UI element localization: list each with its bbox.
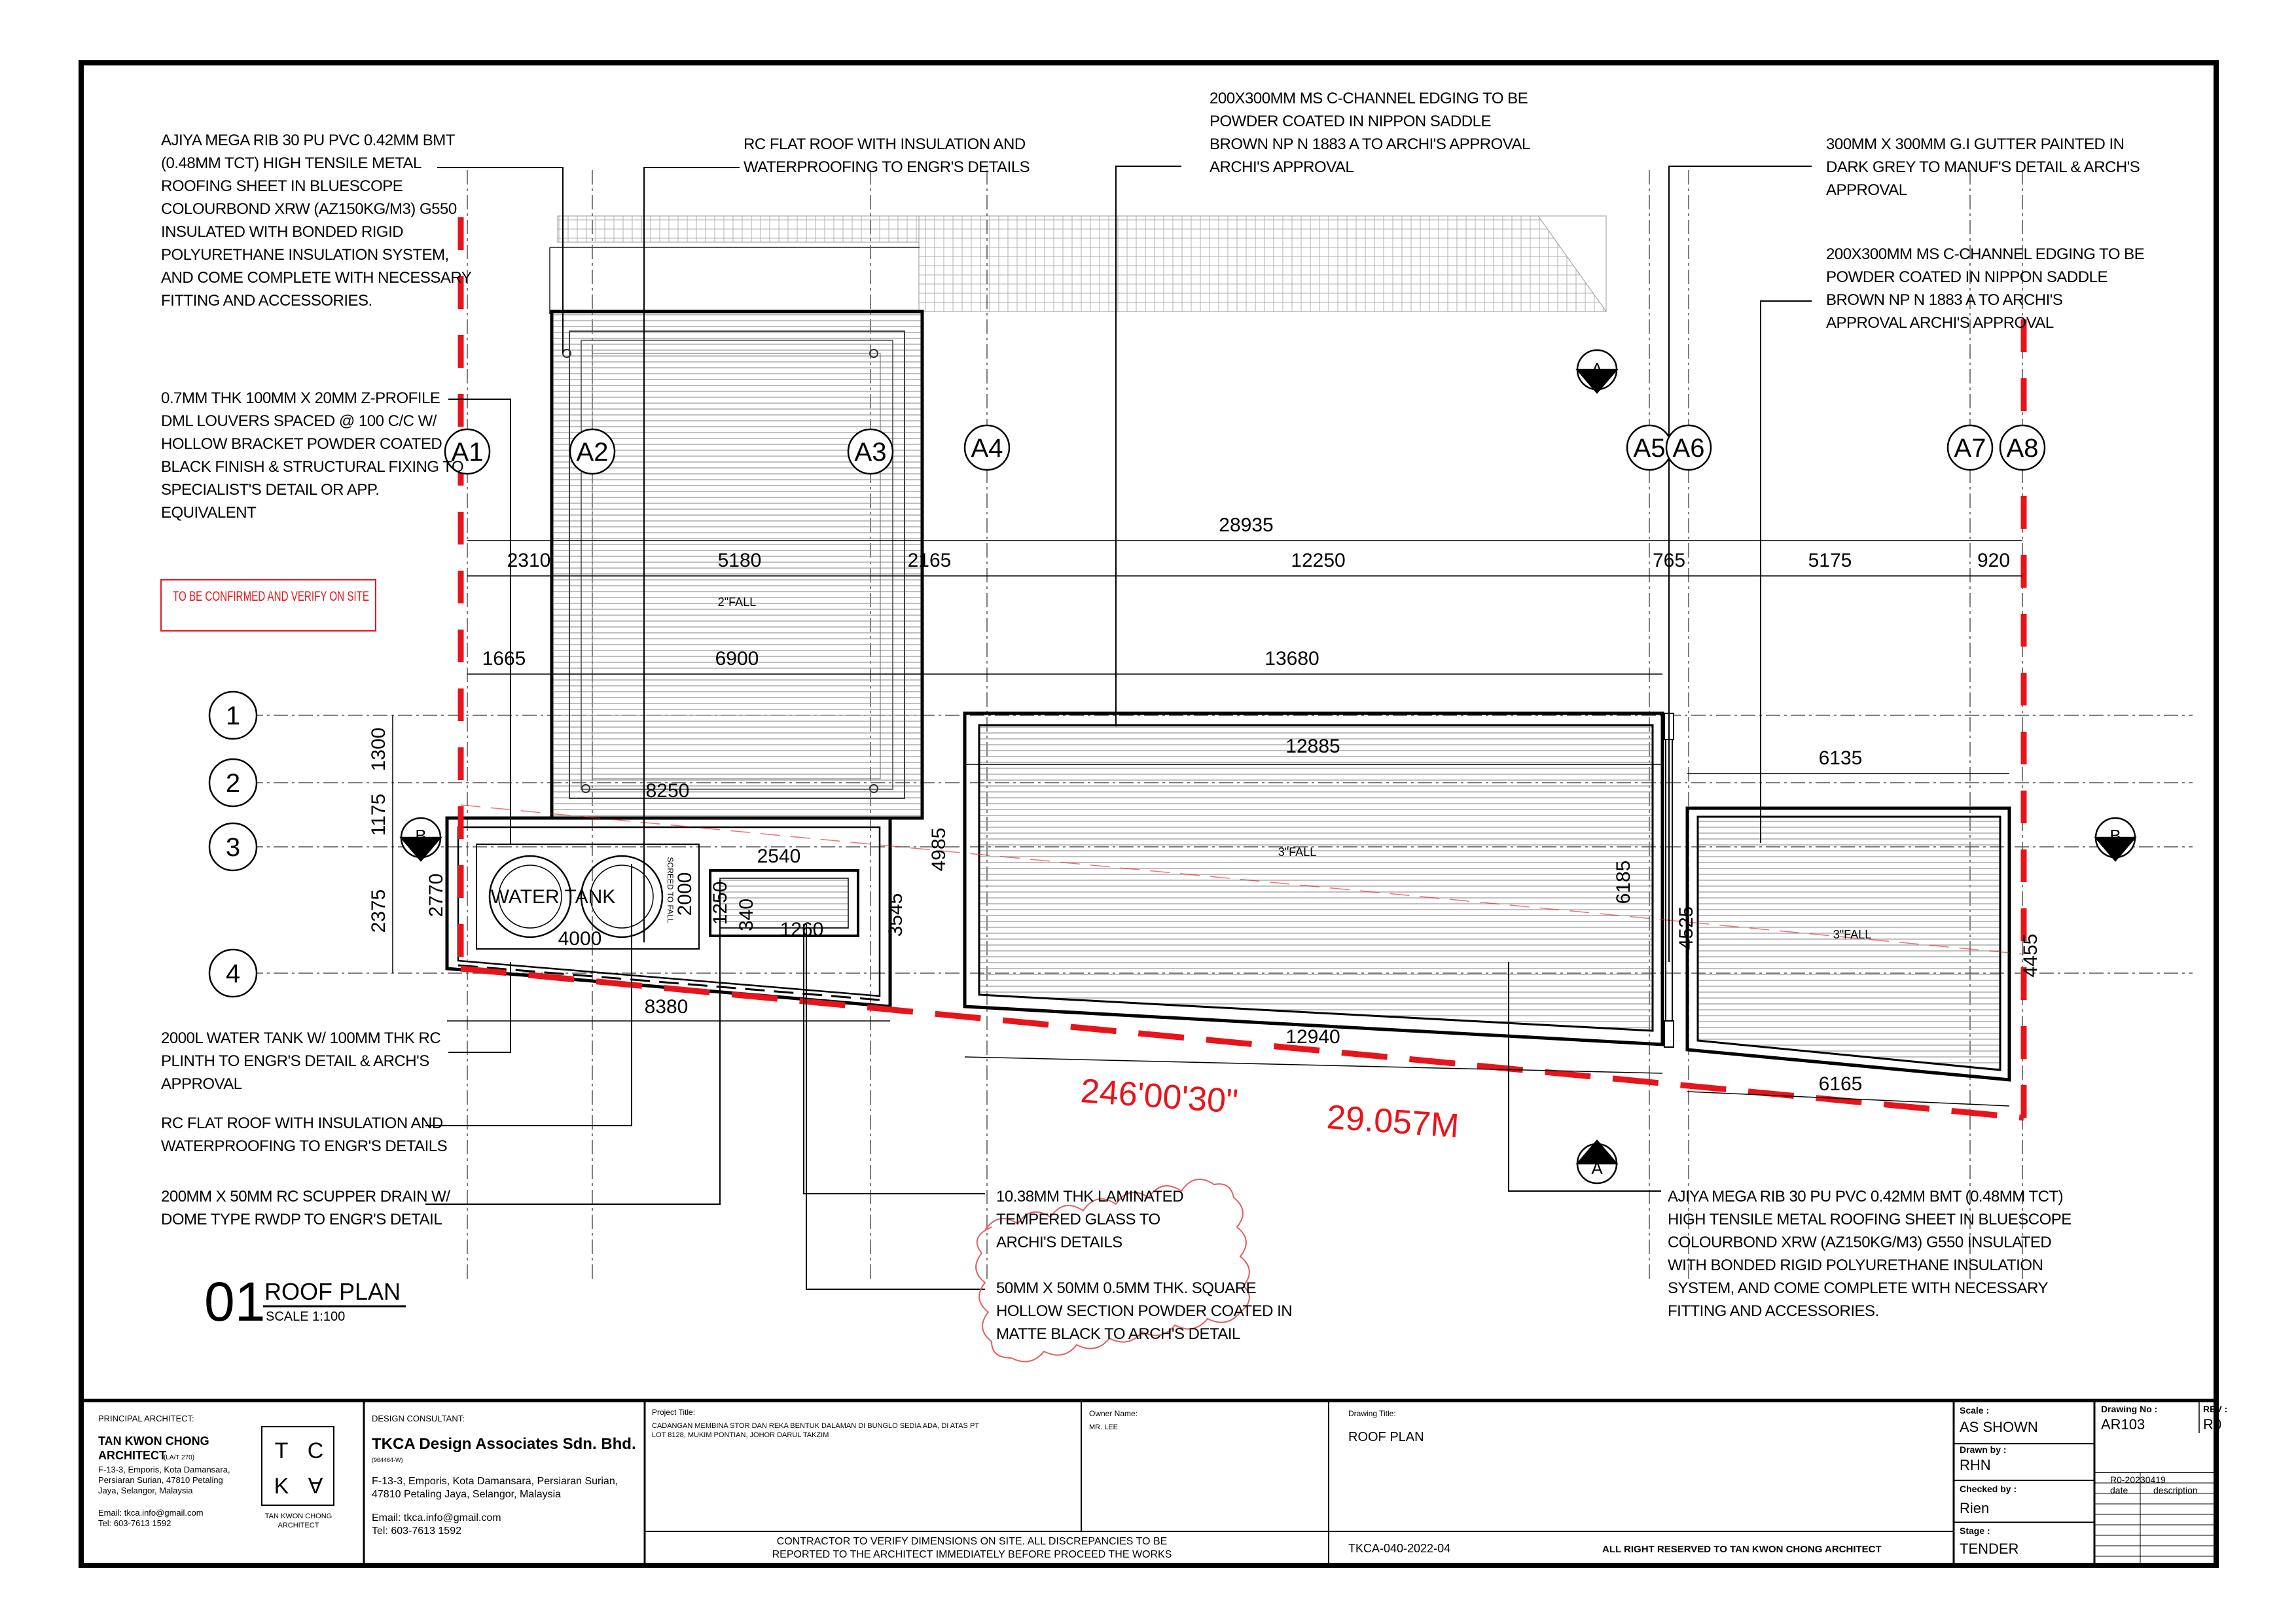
boundary-bearing: 246'00'30" <box>1079 1072 1240 1121</box>
dim-1260: 1260 <box>780 919 824 940</box>
project-label: Project Title: <box>652 1408 696 1417</box>
dim-2375: 2375 <box>368 889 389 933</box>
grid-label-a2: A2 <box>576 438 609 467</box>
consultant-email: Email: tkca.info@gmail.com <box>372 1512 501 1524</box>
grid-label-1: 1 <box>225 702 241 730</box>
revision-description-header: description <box>2153 1485 2198 1495</box>
confirm-note-line: TO BE CONFIRMED AND VERIFY ON SITE <box>173 589 369 604</box>
dim-12250: 12250 <box>1291 550 1346 571</box>
note-ajiya-right: AJIYA MEGA RIB 30 PU PVC 0.42MM BMT (0.48MM TCT) HIGH TENSILE METAL ROOFING SHEET IN BLUESCOPE COLOURBOND XRW (AZ150KG/M3) G550 INSULATED WITH BONDED RIGID POLYURETHANE INSULATION SYSTEM, AND COME COMPLETE WITH NECESSARY FITTING AND ACCESSORIES. <box>1668 1188 2072 1320</box>
grid-label-2: 2 <box>225 769 241 798</box>
principal-tel: Tel: 603-7613 1592 <box>98 1518 171 1528</box>
drawing-title: ROOF PLAN <box>264 1278 401 1305</box>
existing-roof <box>550 216 1606 314</box>
grid-label-a5: A5 <box>1633 434 1666 463</box>
dim-2165: 2165 <box>907 550 952 571</box>
right-metal-roof <box>1687 808 2009 1080</box>
rev-label: REV : <box>2203 1404 2228 1414</box>
section-label-a-top: A <box>1591 359 1603 379</box>
consultant-name: TKCA Design Associates Sdn. Bhd. <box>372 1435 636 1453</box>
consultant-reg: (964464-W) <box>372 1457 403 1463</box>
fall-label-middle: 3"FALL <box>1278 846 1317 859</box>
dim-total: 28935 <box>1219 514 1274 536</box>
revision-entry: R0-20230419 <box>2110 1474 2166 1485</box>
drawn-value: RHN <box>1960 1457 1991 1473</box>
stage-value: TENDER <box>1960 1541 2019 1557</box>
dim-4525: 4525 <box>1676 906 1697 950</box>
stage-label: Stage : <box>1960 1525 1990 1536</box>
contractor-note-2: REPORTED TO THE ARCHITECT IMMEDIATELY BEFORE PROCEED THE WORKS <box>772 1549 1172 1560</box>
boundary-length: 29.057M <box>1325 1098 1461 1146</box>
dim-2770: 2770 <box>425 873 447 918</box>
contractor-note-1: CONTRACTOR TO VERIFY DIMENSIONS ON SITE. ALL DISCREPANCIES TO BE <box>776 1536 1168 1547</box>
dim-1300: 1300 <box>368 727 389 772</box>
principal-address: F-13-3, Emporis, Kota Damansara, Persiaran Surian, 47810 Petaling Jaya, Selangor, Malaysia <box>98 1465 230 1495</box>
grid-label-a7: A7 <box>1954 434 1986 463</box>
dim-3545: 3545 <box>885 893 906 937</box>
note-louvers: 0.7MM THK 100MM X 20MM Z-PROFILE DML LOUVERS SPACED @ 100 C/C W/ HOLLOW BRACKET POWDER COATED BLACK FINISH & STRUCTURAL FIXING TO SPECIALIST'S DETAIL OR APP. EQUIVALENT <box>161 389 464 522</box>
dim-920: 920 <box>1977 550 2011 571</box>
note-c-channel-middle: 200X300MM MS C-CHANNEL EDGING TO BE POWDER COATED IN NIPPON SADDLE BROWN NP N 1883 A TO ARCHI'S APPROVAL ARCHI'S APPROVAL <box>1210 90 1530 176</box>
note-rc-flat-roof-bottom: RC FLAT ROOF WITH INSULATION AND WATERPROOFING TO ENGR'S DETAILS <box>161 1115 448 1155</box>
dim-2000: 2000 <box>674 872 696 916</box>
rights-reserved: ALL RIGHT RESERVED TO TAN KWON CHONG ARCHITECT <box>1602 1544 1882 1555</box>
owner-name: MR. LEE <box>1089 1423 1119 1431</box>
dim-5180: 5180 <box>717 550 762 571</box>
drawing-no-value: AR103 <box>2101 1416 2145 1433</box>
dim-4455: 4455 <box>2020 933 2041 978</box>
dim-8380: 8380 <box>644 996 689 1018</box>
logo-caption-1: TAN KWON CHONG <box>264 1512 332 1520</box>
dim-6900: 6900 <box>715 648 759 669</box>
consultant-address: F-13-3, Emporis, Kota Damansara, Persiaran Surian, 47810 Petaling Jaya, Selangor, Malaysia <box>372 1476 619 1500</box>
revision-date-header: date <box>2110 1485 2128 1495</box>
grid-label-a3: A3 <box>854 438 887 467</box>
rev-value: R0 <box>2203 1416 2222 1433</box>
scale-value: AS SHOWN <box>1960 1419 2038 1435</box>
dim-6135: 6135 <box>1818 747 1863 769</box>
dim-1250: 1250 <box>709 881 731 925</box>
dim-340: 340 <box>736 898 757 932</box>
checked-value: Rien <box>1960 1500 1990 1516</box>
consultant-label: DESIGN CONSULTANT: <box>372 1414 465 1423</box>
consultant-tel: Tel: 603-7613 1592 <box>372 1525 461 1537</box>
logo-letter-a: A <box>308 1472 323 1497</box>
grid-label-3: 3 <box>225 833 241 862</box>
fall-label-upper: 2"FALL <box>717 596 757 609</box>
principal-reg: (LA/T 270) <box>164 1454 195 1461</box>
grid-label-a1: A1 <box>451 438 484 467</box>
dim-6165: 6165 <box>1818 1073 1863 1095</box>
principal-email: Email: tkca.info@gmail.com <box>98 1508 204 1518</box>
dim-2310: 2310 <box>507 550 551 571</box>
dim-1665: 1665 <box>482 648 526 669</box>
dim-8250: 8250 <box>645 780 690 802</box>
section-label-b-right: B <box>2109 826 2121 846</box>
dim-12940: 12940 <box>1285 1026 1340 1048</box>
dim-12885: 12885 <box>1285 736 1340 757</box>
dim-4985: 4985 <box>928 827 950 872</box>
dim-1175: 1175 <box>368 793 389 836</box>
note-hollow-section: 50MM X 50MM 0.5MM THK. SQUARE HOLLOW SECTION POWDER COATED IN MATTE BLACK TO ARCH'S DETAIL <box>996 1279 1293 1343</box>
drawing-number: 01 <box>204 1271 266 1332</box>
dim-6185: 6185 <box>1613 860 1634 904</box>
dim-5175: 5175 <box>1808 550 1852 571</box>
dim-765: 765 <box>1652 550 1686 571</box>
drawing-scale: SCALE 1:100 <box>266 1310 346 1324</box>
project-title: CADANGAN MEMBINA STOR DAN REKA BENTUK DALAMAN DI BUNGLO SEDIA ADA, DI ATAS PT LOT 8128, MUKIM PONTIAN, JOHOR DARUL TAKZIM <box>652 1422 979 1439</box>
logo-letter-k: K <box>274 1474 289 1499</box>
note-rc-flat-roof-top: RC FLAT ROOF WITH INSULATION AND WATERPROOFING TO ENGR'S DETAILS <box>744 135 1030 176</box>
drawing-title-label: Drawing Title: <box>1348 1409 1396 1418</box>
principal-label: PRINCIPAL ARCHITECT: <box>98 1414 194 1423</box>
confirm-note-box <box>161 580 376 631</box>
screed-label: SCREED TO FALL <box>666 857 675 923</box>
logo-caption-2: ARCHITECT <box>278 1522 319 1529</box>
grid-label-4: 4 <box>225 959 241 988</box>
fall-label-right: 3"FALL <box>1833 928 1872 941</box>
grid-label-a4: A4 <box>971 434 1003 463</box>
grid-label-a8: A8 <box>2006 434 2039 463</box>
note-ajiya-left: AJIYA MEGA RIB 30 PU PVC 0.42MM BMT (0.48MM TCT) HIGH TENSILE METAL ROOFING SHEET IN BLUESCOPE COLOURBOND XRW (AZ150KG/M3) G550 INSULATED WITH BONDED RIGID POLYURETHANE INSULATION SYSTEM, AND COME COMPLETE WITH NECESSARY FITTING AND ACCESSORIES. <box>161 132 471 310</box>
principal-name1: TAN KWON CHONG <box>98 1435 209 1448</box>
note-laminated-glass: 10.38MM THK LAMINATED TEMPERED GLASS TO ARCHI'S DETAILS <box>996 1188 1184 1251</box>
owner-label: Owner Name: <box>1089 1409 1138 1418</box>
water-tank-label: WATER TANK <box>490 886 616 908</box>
dim-2540: 2540 <box>757 846 801 867</box>
job-number: TKCA-040-2022-04 <box>1348 1542 1451 1555</box>
note-water-tank: 2000L WATER TANK W/ 100MM THK RC PLINTH TO ENGR'S DETAIL & ARCH'S APPROVAL <box>161 1029 441 1093</box>
logo-letter-c: C <box>307 1438 324 1463</box>
dim-13680: 13680 <box>1265 648 1319 669</box>
section-label-b-left: B <box>415 826 427 846</box>
dim-4000: 4000 <box>558 928 602 950</box>
section-label-a-bottom: A <box>1591 1158 1603 1178</box>
note-scupper-drain: 200MM X 50MM RC SCUPPER DRAIN W/ DOME TYPE RWDP TO ENGR'S DETAIL <box>161 1188 450 1228</box>
note-c-channel-right: 200X300MM MS C-CHANNEL EDGING TO BE POWDER COATED IN NIPPON SADDLE BROWN NP N 1883 A TO ARCHI'S APPROVAL ARCHI'S APPROVAL <box>1826 245 2145 332</box>
principal-name2: ARCHITECT <box>98 1449 166 1462</box>
title-block-drawing-title: ROOF PLAN <box>1348 1430 1424 1444</box>
scale-label: Scale : <box>1960 1405 1990 1416</box>
grid-label-a6: A6 <box>1672 434 1705 463</box>
middle-metal-roof <box>965 713 1674 1047</box>
drawing-no-label: Drawing No : <box>2101 1404 2158 1414</box>
note-gutter: 300MM X 300MM G.I GUTTER PAINTED IN DARK GREY TO MANUF'S DETAIL & ARCH'S APPROVAL <box>1826 135 2140 199</box>
logo-letter-t: T <box>274 1438 289 1463</box>
checked-label: Checked by : <box>1960 1484 2017 1494</box>
drawn-label: Drawn by : <box>1960 1444 2007 1455</box>
